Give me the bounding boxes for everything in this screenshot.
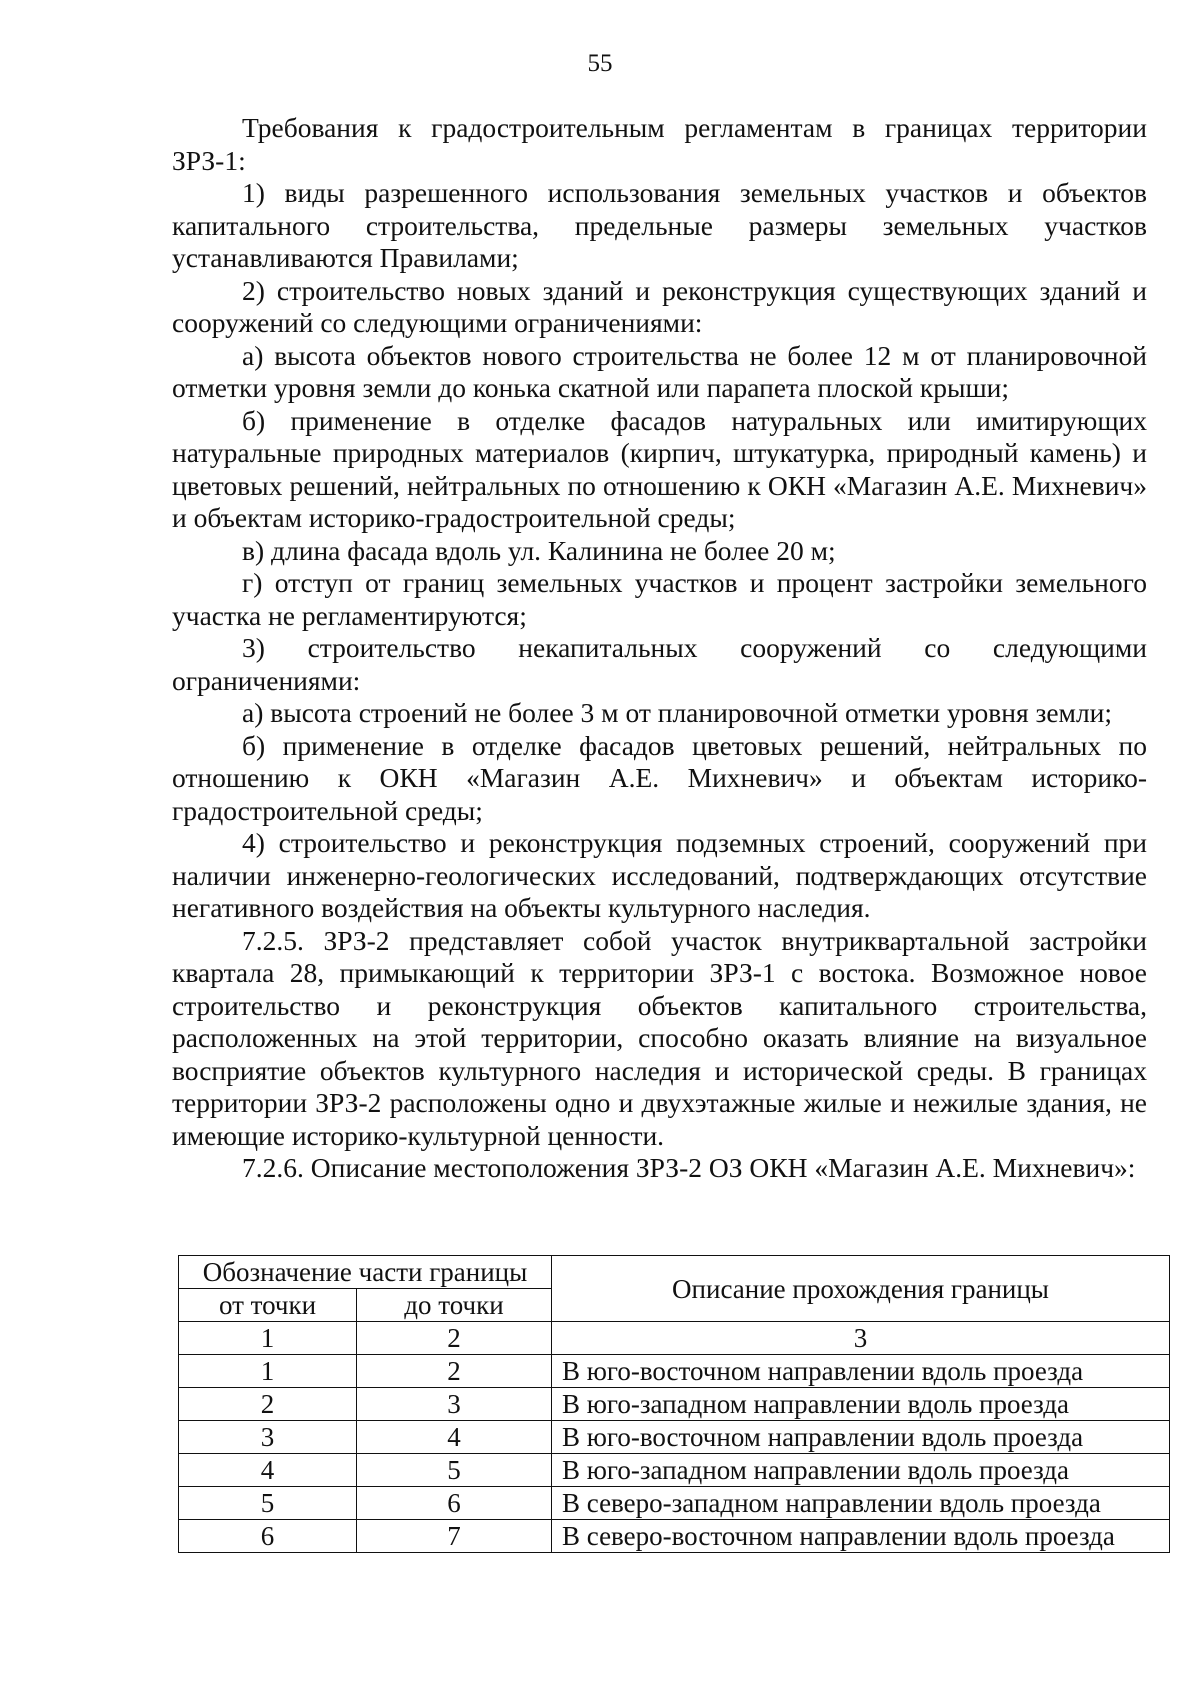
cell-to: 6 xyxy=(357,1487,552,1520)
cell-from: 5 xyxy=(179,1487,357,1520)
header-boundary-part: Обозначение части границы xyxy=(179,1256,552,1289)
table-row xyxy=(179,1520,1170,1553)
paragraph-item-3b: б) применение в отделке фасадов цветовых решений, нейтральных по отношению к ОКН «Магазин А.Е. Михневич» и объектам историко-градостроительной среды; xyxy=(172,729,1147,826)
paragraph-item-3: 3) строительство некапитальных сооружений со следующими ограничениями: xyxy=(172,632,1147,696)
table-header-row xyxy=(179,1256,1170,1289)
cell-from: 1 xyxy=(179,1355,357,1388)
table-row xyxy=(179,1355,1170,1388)
table-row xyxy=(179,1454,1170,1487)
table-row xyxy=(179,1487,1170,1520)
column-number: 2 xyxy=(357,1322,552,1355)
cell-from: 6 xyxy=(179,1520,357,1553)
cell-to: 3 xyxy=(357,1388,552,1421)
column-number: 1 xyxy=(179,1322,357,1355)
cell-to: 2 xyxy=(357,1355,552,1388)
cell-from: 2 xyxy=(179,1388,357,1421)
cell-to: 7 xyxy=(357,1520,552,1553)
header-from-point: от точки xyxy=(179,1289,357,1322)
paragraph-item-2g: г) отступ от границ земельных участков и процент застройки земельного участка не регламентируются; xyxy=(172,567,1147,631)
paragraph-item-3a: а) высота строений не более 3 м от планировочной отметки уровня земли; xyxy=(242,697,1113,728)
table-row xyxy=(179,1421,1170,1454)
boundary-table xyxy=(178,1255,1170,1553)
cell-description: В северо-восточном направлении вдоль проезда xyxy=(552,1520,1170,1553)
paragraph-7-2-5: 7.2.5. ЗРЗ-2 представляет собой участок внутриквартальной застройки квартала 28, примыкающий к территории ЗРЗ-1 с востока. Возможное новое строительство и реконструкция объектов капитального строительства, расположенных на этой территории, способно оказать влияние на визуальное восприятие объектов культурного наследия и исторической среды. В границах территории ЗРЗ-2 расположены одно и двухэтажные жилые и нежилые здания, не имеющие историко-культурной ценности. xyxy=(172,924,1147,1151)
cell-from: 3 xyxy=(179,1421,357,1454)
table-column-numbers-row xyxy=(179,1322,1170,1355)
cell-description: В юго-восточном направлении вдоль проезда xyxy=(552,1355,1170,1388)
cell-description: В юго-западном направлении вдоль проезда xyxy=(552,1454,1170,1487)
column-number: 3 xyxy=(552,1322,1170,1355)
paragraph-item-2: 2) строительство новых зданий и реконструкция существующих зданий и сооружений со следующими ограничениями: xyxy=(172,274,1147,338)
page-number: 55 xyxy=(587,50,613,77)
paragraph-zrz1-requirements: Требования к градостроительным регламентам в границах территории ЗРЗ-1: xyxy=(172,112,1147,176)
header-boundary-description: Описание прохождения границы xyxy=(552,1256,1170,1322)
header-to-point: до точки xyxy=(357,1289,552,1322)
paragraph-7-2-6: 7.2.6. Описание местоположения ЗРЗ-2 ОЗ ОКН «Магазин А.Е. Михневич»: xyxy=(242,1152,1136,1183)
paragraph-item-4: 4) строительство и реконструкция подземных строений, сооружений при наличии инженерно-геологических исследований, подтверждающих отсутствие негативного воздействия на объекты культурного наследия. xyxy=(172,827,1147,923)
table-row xyxy=(179,1388,1170,1421)
paragraph-item-1: 1) виды разрешенного использования земельных участков и объектов капитального строительства, предельные размеры земельных участков устанавливаются Правилами; xyxy=(172,177,1147,273)
cell-from: 4 xyxy=(179,1454,357,1487)
paragraph-item-2v: в) длина фасада вдоль ул. Калинина не более 20 м; xyxy=(242,534,836,566)
cell-to: 5 xyxy=(357,1454,552,1487)
cell-description: В юго-западном направлении вдоль проезда xyxy=(552,1388,1170,1421)
cell-to: 4 xyxy=(357,1421,552,1454)
paragraph-item-2a: а) высота объектов нового строительства не более 12 м от планировочной отметки уровня земли до конька скатной или парапета плоской крыши; xyxy=(172,339,1147,403)
paragraph-item-2b: б) применение в отделке фасадов натуральных или имитирующих натуральные природных материалов (кирпич, штукатурка, природный камень) и цветовых решений, нейтральных по отношению к ОКН «Магазин А.Е. Михневич» и объектам историко-градостроительной среды; xyxy=(172,404,1147,533)
document-body xyxy=(172,112,1147,1185)
cell-description: В северо-западном направлении вдоль проезда xyxy=(552,1487,1170,1520)
cell-description: В юго-восточном направлении вдоль проезда xyxy=(552,1421,1170,1454)
